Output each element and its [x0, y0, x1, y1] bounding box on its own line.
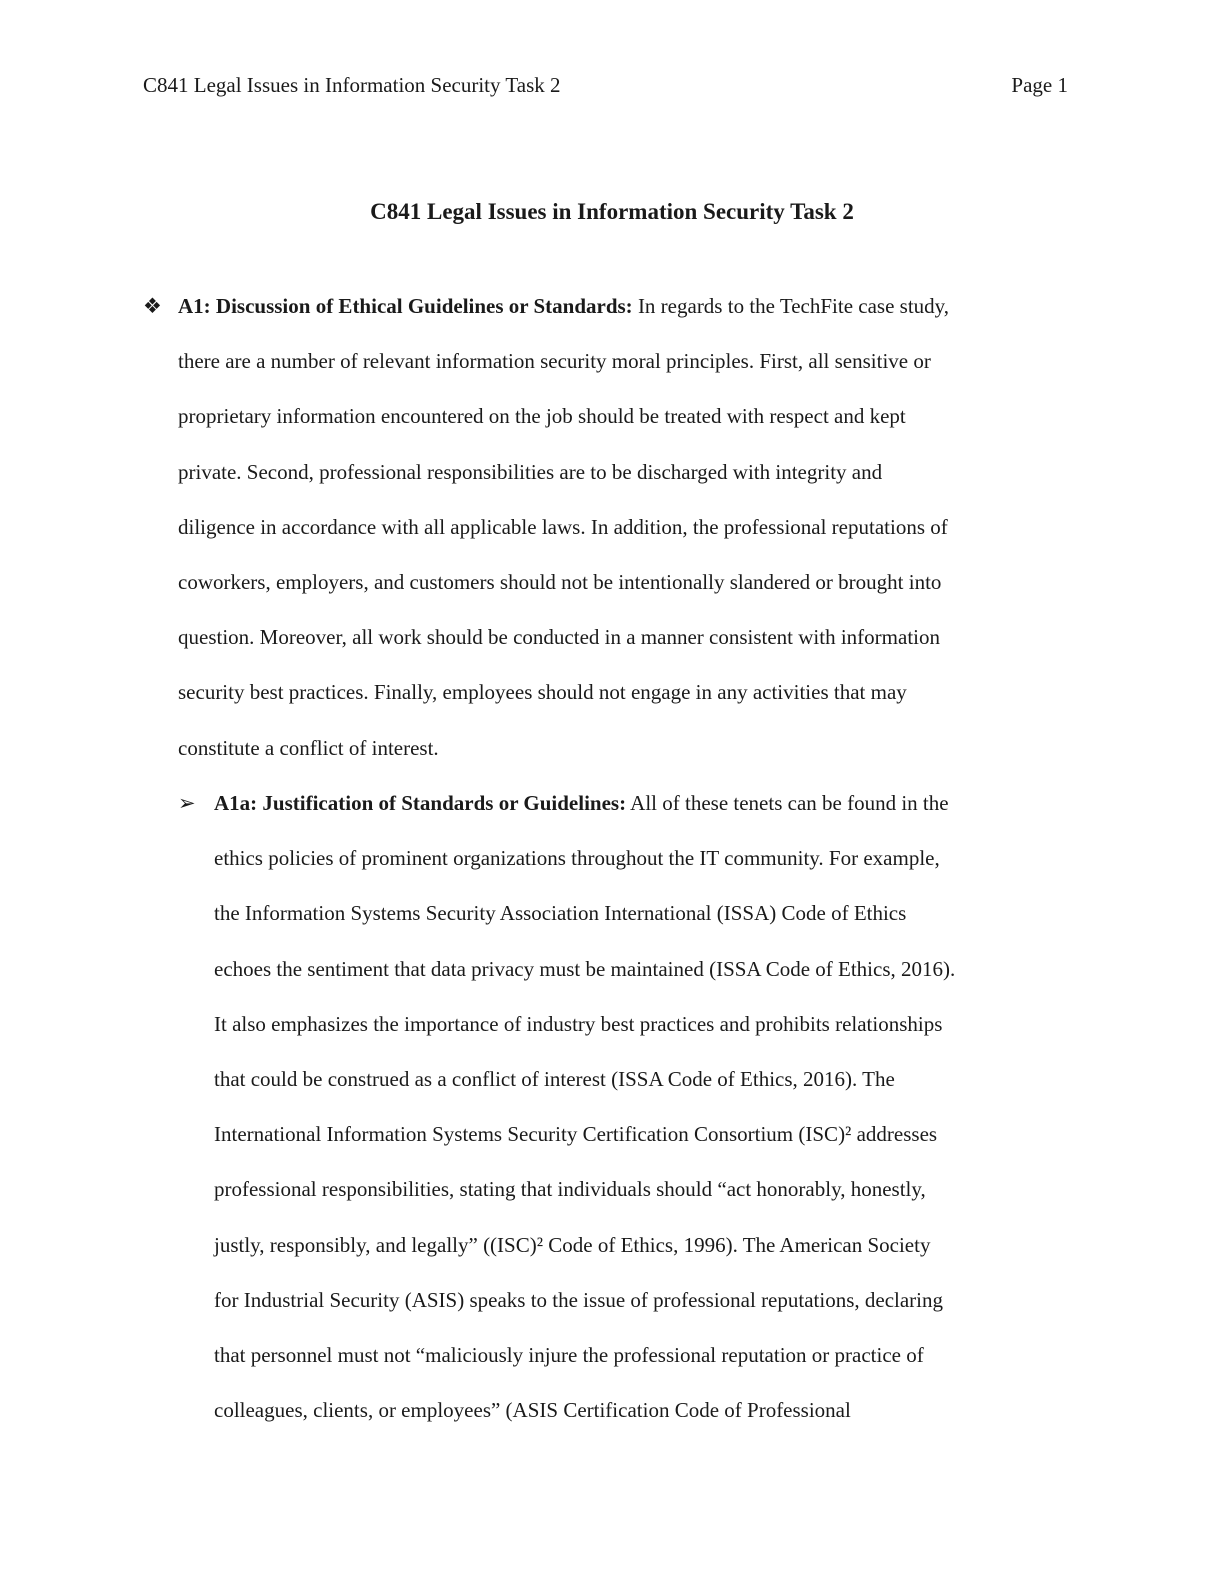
paragraph-line: there are a number of relevant information security moral principles. First, all sensitive or	[178, 349, 931, 374]
section-a1-text: In regards to the TechFite case study,	[632, 294, 950, 318]
section-a1a-line-1	[214, 788, 1094, 843]
paragraph-line: ethics policies of prominent organizations throughout the IT community. For example,	[214, 846, 940, 871]
arrow-bullet-icon: ➢	[178, 791, 196, 815]
section-a1	[178, 291, 1078, 788]
paragraph-line: question. Moreover, all work should be conducted in a manner consistent with information	[178, 625, 940, 650]
paragraph-line: private. Second, professional responsibilities are to be discharged with integrity and	[178, 459, 883, 484]
document-title: C841 Legal Issues in Information Security Task 2	[370, 199, 854, 224]
paragraph-line: for Industrial Security (ASIS) speaks to the issue of professional reputations, declaring	[214, 1287, 944, 1312]
paragraph-line: constitute a conflict of interest.	[178, 735, 439, 760]
paragraph-line: that could be construed as a conflict of interest (ISSA Code of Ethics, 2016). The	[214, 1066, 895, 1091]
section-a1a-heading: A1a: Justification of Standards or Guidelines:	[214, 791, 627, 815]
paragraph-line: proprietary information encountered on the job should be treated with respect and kept	[178, 404, 906, 429]
paragraph-line: the Information Systems Security Association International (ISSA) Code of Ethics	[214, 901, 907, 926]
paragraph-line: colleagues, clients, or employees” (ASIS Certification Code of Professional	[214, 1398, 851, 1423]
paragraph-line: professional responsibilities, stating that individuals should “act honorably, honestly,	[214, 1177, 926, 1202]
diamond-bullet-icon: ❖	[143, 294, 162, 318]
section-a1a	[214, 788, 1094, 1450]
paragraph-line: justly, responsibly, and legally” ((ISC)² Code of Ethics, 1996). The American Society	[214, 1232, 931, 1257]
running-header-title: C841 Legal Issues in Information Security Task 2	[143, 73, 561, 97]
paragraph-line: International Information Systems Security Certification Consortium (ISC)² addresses	[214, 1122, 938, 1147]
page-number: Page 1	[1011, 73, 1068, 97]
paragraph-line: diligence in accordance with all applicable laws. In addition, the professional reputations of	[178, 514, 948, 539]
section-a1a-text: All of these tenets can be found in the	[626, 791, 949, 815]
section-a1-heading: A1: Discussion of Ethical Guidelines or Standards:	[178, 294, 633, 318]
section-a1-line-1	[178, 291, 1078, 346]
paragraph-line: echoes the sentiment that data privacy must be maintained (ISSA Code of Ethics, 2016).	[214, 956, 956, 981]
paragraph-line: security best practices. Finally, employees should not engage in any activities that may	[178, 680, 907, 705]
paragraph-line: It also emphasizes the importance of industry best practices and prohibits relationships	[214, 1011, 943, 1036]
paragraph-line: coworkers, employers, and customers should not be intentionally slandered or brought into	[178, 569, 942, 594]
paragraph-line: that personnel must not “maliciously injure the professional reputation or practice of	[214, 1342, 924, 1367]
